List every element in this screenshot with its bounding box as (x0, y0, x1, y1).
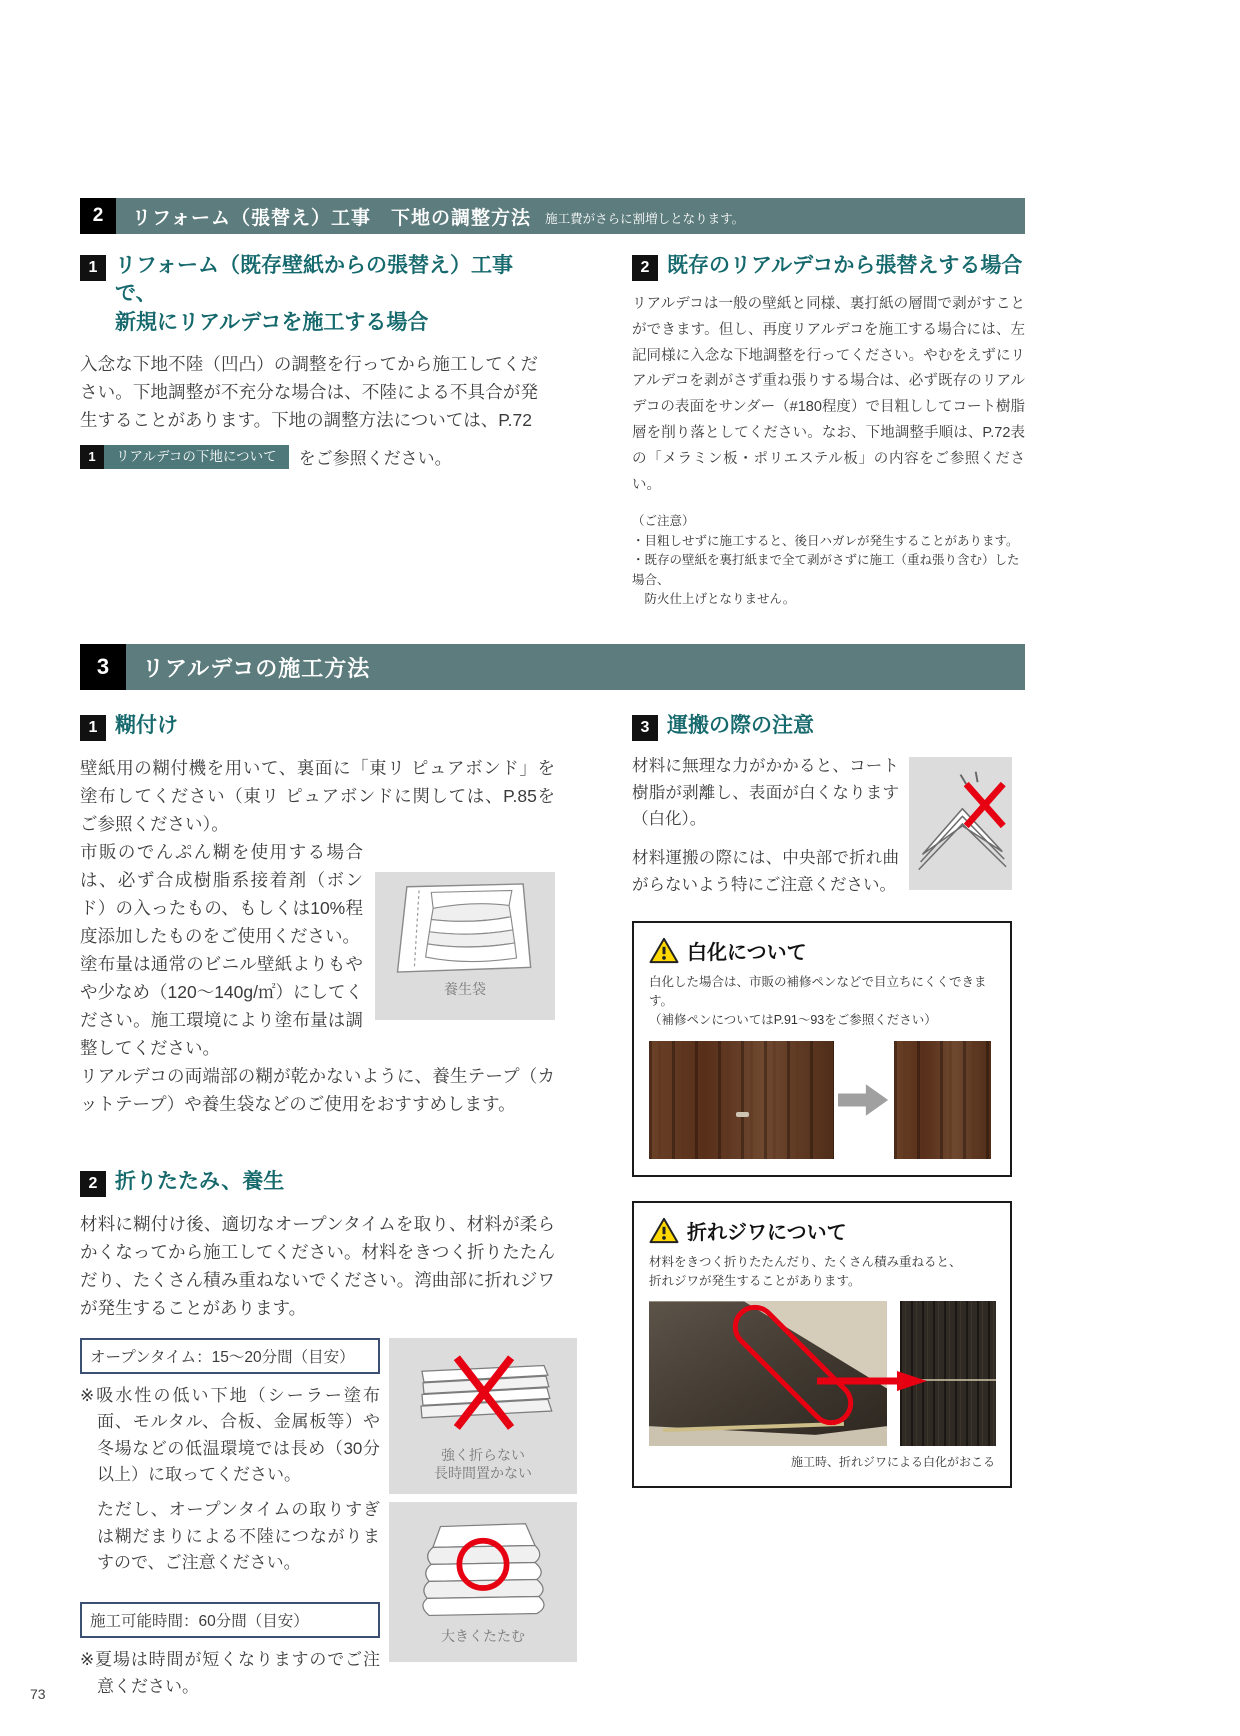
sub2-body: リアルデコは一般の壁紙と同様、裏打紙の層間で剥がすことができます。但し、再度リアルデコを施工する場合には、左記同様に入念な下地調整を行ってください。やむをえずにリアルデコを剥がさず重ね張りする場合は、必ず既存のリアルデコの表面をサンダー（#180程度）で目粗ししてコート樹脂層を削り落としてください。なお、下地調整手順は、P.72表の「メラミン板・ポリエステル板」の内容をご参照ください。 (632, 296, 1025, 493)
tight-fold-label-line1: 強く折らない (441, 1446, 525, 1463)
section2-right-column (632, 252, 1025, 609)
sub1-body: 入念な下地不陸（凹凸）の調整を行ってから施工してください。下地調整が不充分な場合は、不陸による不具合が発生することがあります。下地の調整方法については、P.72 (80, 354, 538, 431)
folding-title: 折りたたみ、養生 (115, 1170, 285, 1193)
warning-icon (649, 937, 679, 964)
transport-para1: 材料に無理な力がかかると、コート樹脂が剥離し、表面が白くなります（白化）。 (632, 757, 899, 829)
warning-icon (649, 1217, 679, 1244)
sub1-title-line2: 新規にリアルデコを施工する場合 (115, 310, 429, 334)
whitening-before-after (649, 1041, 995, 1159)
section3-header-bar (80, 644, 1025, 690)
whitening-text-line2: （補修ペンについてはP.91〜93をご参照ください） (649, 1013, 937, 1028)
folding-number-badge: 2 (80, 1171, 106, 1197)
transport-illustration-panel (909, 757, 1012, 890)
caution-line1: ・目粗しせずに施工すると、後日ハガレが発生することがあります。 (632, 533, 1019, 548)
glue-para4: リアルデコの両端部の糊が乾かないように、養生テープ（カットテープ）や養生袋などのご使用をおすすめします。 (80, 1066, 555, 1114)
section2-title: リフォーム（張替え）工事 下地の調整方法 (132, 207, 532, 229)
open-time-note1: ※吸水性の低い下地（シーラー塗布面、モルタル、合板、金属板等）や冬場などの低温環境では長め（30分以上）に取ってください。 (80, 1386, 380, 1485)
loose-fold-panel (389, 1502, 577, 1662)
caution-line2: ・既存の壁紙を裏打紙まで全て剥がさずに施工（重ね張り含む）した場合、 (632, 553, 1020, 587)
caution-title: （ご注意） (632, 514, 695, 529)
reference-badge-line (80, 444, 538, 469)
tight-fold-label-line2: 長時間置かない (434, 1465, 532, 1481)
folding-body: 材料に糊付け後、適切なオープンタイムを取り、材料が柔らかくなってから施工してください。材料をきつく折りたたんだり、たくさん積み重ねないでください。湾曲部に折れジワが発生することがあります。 (80, 1214, 555, 1318)
reference-number-badge: 1 (80, 445, 104, 469)
folding-illustration-column (389, 1338, 577, 1700)
loose-fold-ok-icon (408, 1519, 558, 1623)
caution-line3: 防火仕上げとなりません。 (632, 591, 796, 606)
whitening-title-row (649, 936, 995, 965)
wood-sample-after-image (894, 1041, 991, 1159)
whitening-box-text (649, 973, 995, 1031)
sub1-title (115, 252, 538, 337)
transport-number-badge: 3 (632, 715, 658, 741)
whitening-box-title: 白化について (687, 941, 807, 964)
transport-body (632, 753, 1012, 899)
bag-illustration-panel (375, 872, 555, 1020)
glue-para1: 壁紙用の糊付機を用いて、裏面に「東リ ピュアボンド」を塗布してください（東リ ピュアボンドに関しては、P.85をご参照ください）。 (80, 758, 555, 834)
transport-title: 運搬の際の注意 (667, 714, 814, 737)
section3-number: 3 (80, 644, 126, 690)
section2-header-bar (80, 198, 1025, 234)
glue-para2: 市販のでんぷん糊を使用する場合は、必ず合成樹脂系接着剤（ボンド）の入ったもの、もしくは10%程度添加したものをご使用ください。 (80, 842, 363, 946)
work-time-box: 施工可能時間：60分間（目安） (80, 1602, 380, 1638)
crease-warning-box (632, 1201, 1012, 1489)
folding-info-column (80, 1338, 380, 1700)
glue-title: 糊付け (115, 714, 178, 737)
sub1-title-line1: リフォーム（既存壁紙からの張替え）工事で、 (115, 254, 513, 306)
section2-left-column (80, 252, 538, 609)
crease-box-title: 折れジワについて (687, 1221, 847, 1244)
page-number: 73 (30, 1686, 46, 1702)
bag-illustration-label: 養生袋 (444, 981, 486, 997)
crease-photo-caption: 施工時、折れジワによる白化がおこる (790, 1455, 995, 1470)
glue-para3: 塗布量は通常のビニル壁紙よりもやや少なめ（120〜140g/㎡）にしてください。施工環境により塗布量は調整してください。 (80, 954, 363, 1058)
red-arrow-icon (817, 1369, 929, 1393)
open-time-note2: ただし、オープンタイムの取りすぎは糊だまりによる不陸につながりますので、ご注意ください。 (97, 1500, 380, 1573)
folding-heading (80, 1168, 555, 1197)
sub2-title: 既存のリアルデコから張替えする場合 (667, 254, 1023, 277)
open-time-box: オープンタイム：15〜20分間（目安） (80, 1338, 380, 1374)
folding-detail-row (80, 1338, 555, 1700)
whitening-text-line1: 白化した場合は、市販の補修ペンなどで目立ちにくくできます。 (649, 974, 987, 1008)
tight-fold-label (434, 1446, 532, 1482)
crease-photos (649, 1301, 995, 1446)
crease-text-line2: 折れジワが発生することがあります。 (649, 1274, 861, 1289)
sub1-heading (80, 252, 538, 337)
section2-note: 施工費がさらに割増しとなります。 (545, 212, 745, 226)
section3-left-column (80, 712, 555, 1700)
whitening-warning-box (632, 921, 1012, 1177)
sub2-number-badge: 2 (632, 255, 658, 281)
transport-heading (632, 712, 1012, 741)
tight-fold-prohibited-icon (408, 1350, 558, 1442)
glue-number-badge: 1 (80, 715, 106, 741)
work-time-note: ※夏場は時間が短くなりますのでご注意ください。 (80, 1650, 380, 1696)
protection-bag-icon (390, 880, 540, 976)
crease-box-text (649, 1253, 995, 1292)
glue-body (80, 754, 555, 1118)
transport-para2: 材料運搬の際には、中央部で折れ曲がらないよう特にご注意ください。 (632, 849, 899, 894)
reference-suffix: をご参照ください。 (298, 449, 452, 469)
wood-sample-before-image (649, 1041, 834, 1159)
loose-fold-label: 大きくたたむ (441, 1627, 525, 1644)
crease-text-line1: 材料をきつく折りたたんだり、たくさん積み重ねると、 (649, 1254, 962, 1269)
section3-title: リアルデコの施工方法 (142, 655, 371, 681)
sub1-number-badge: 1 (80, 255, 106, 281)
section3-columns (80, 712, 1025, 1700)
sub2-heading (632, 252, 1025, 281)
gray-arrow-icon (838, 1081, 890, 1119)
section2-number: 2 (80, 198, 116, 234)
crease-title-row (649, 1216, 995, 1245)
tight-fold-panel (389, 1338, 577, 1494)
reference-label-badge: リアルデコの下地について (104, 445, 289, 469)
whitening-defect-mark (736, 1112, 749, 1117)
sub2-caution-note (632, 512, 1025, 609)
section2-columns (80, 252, 1025, 609)
folded-sheet-prohibited-icon (913, 765, 1008, 883)
glue-heading (80, 712, 555, 741)
section3-right-column (632, 712, 1012, 1700)
